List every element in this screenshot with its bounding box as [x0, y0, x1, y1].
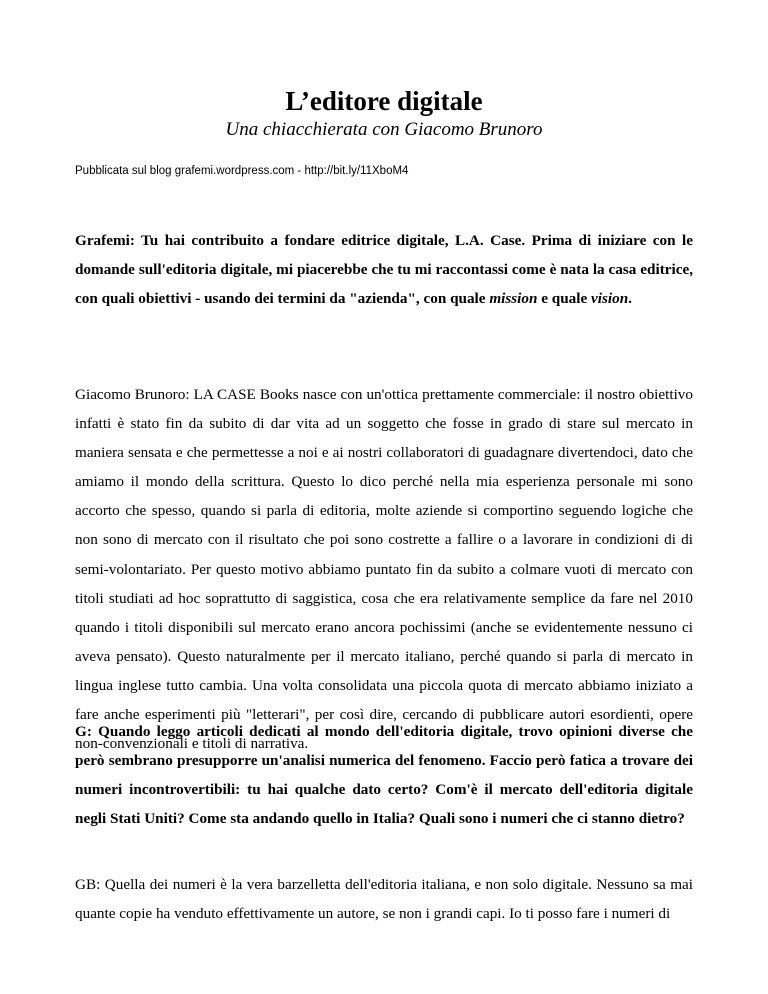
- source-line: Pubblicata sul blog grafemi.wordpress.com - http://bit.ly/11XboM4: [75, 165, 409, 177]
- document-subtitle: Una chiacchierata con Giacomo Brunoro: [225, 119, 543, 140]
- question-1: [75, 226, 693, 313]
- question-1-text-3: .: [628, 290, 632, 308]
- question-1-text-2: e quale: [537, 290, 592, 308]
- answer-1: Giacomo Brunoro: LA CASE Books nasce con un'ottica prettamente commerciale: il nostro obiettivo infatti è stato fin da subito di dar vita ad un soggetto che fosse in grado di stare sul mercato in maniera sensata e che permettesse a noi e ai nostri collaboratori di guadagnare divertendoci, dato che amiamo il mondo della scrittura. Questo lo dico perché nella mia esperienza personale mi sono accorto che spesso, quando si parla di editoria, molte aziende si comportino seguendo logiche che non sono di mercato con il risultato che poi sono costrette a fallire o a lavorare in condizioni di di semi-volontariato. Per questo motivo abbiamo puntato fin da subito a colmare vuoti di mercato con titoli studiati ad hoc soprattutto di saggistica, cosa che era relativamente semplice da fare nel 2010 quando i titoli disponibili sul mercato erano ancora pochissimi (anche se evidentemente nessuno ci aveva pensato). Questo naturalmente per il mercato italiano, perché quando si parla di mercato in lingua inglese tutto cambia. Una volta consolidata una piccola quota di mercato abbiamo iniziato a fare anche esperimenti più "letterari", per così dire, cercando di pubblicare autori esordienti, opere non-convenzionali e titoli di narrativa.: [75, 386, 693, 753]
- question-1-vision: vision: [591, 290, 629, 308]
- answer-2: GB: Quella dei numeri è la vera barzelletta dell'editoria italiana, e non solo digitale. Nessuno sa mai quante copie ha venduto effettivamente un autore, se non i grandi capi. Io ti posso fare i numeri di: [75, 876, 693, 923]
- question-1-text: Grafemi: Tu hai contribuito a fondare editrice digitale, L.A. Case. Prima di iniziare con le domande sull'editoria digitale, mi piacerebbe che tu mi raccontassi come è nata la casa editrice, con quali obiettivi - usando dei termini da "azienda", con quale: [75, 232, 693, 308]
- question-2: G: Quando leggo articoli dedicati al mondo dell'editoria digitale, trovo opinioni diverse che però sembrano presupporre un'analisi numerica del fenomeno. Faccio però fatica a trovare dei numeri incontrovertibili: tu hai qualche dato certo? Com'è il mercato dell'editoria digitale negli Stati Uniti? Come sta andando quello in Italia? Quali sono i numeri che ci stanno dietro?: [75, 723, 693, 828]
- document-title: L’editore digitale: [285, 86, 483, 116]
- question-1-mission: mission: [489, 290, 538, 308]
